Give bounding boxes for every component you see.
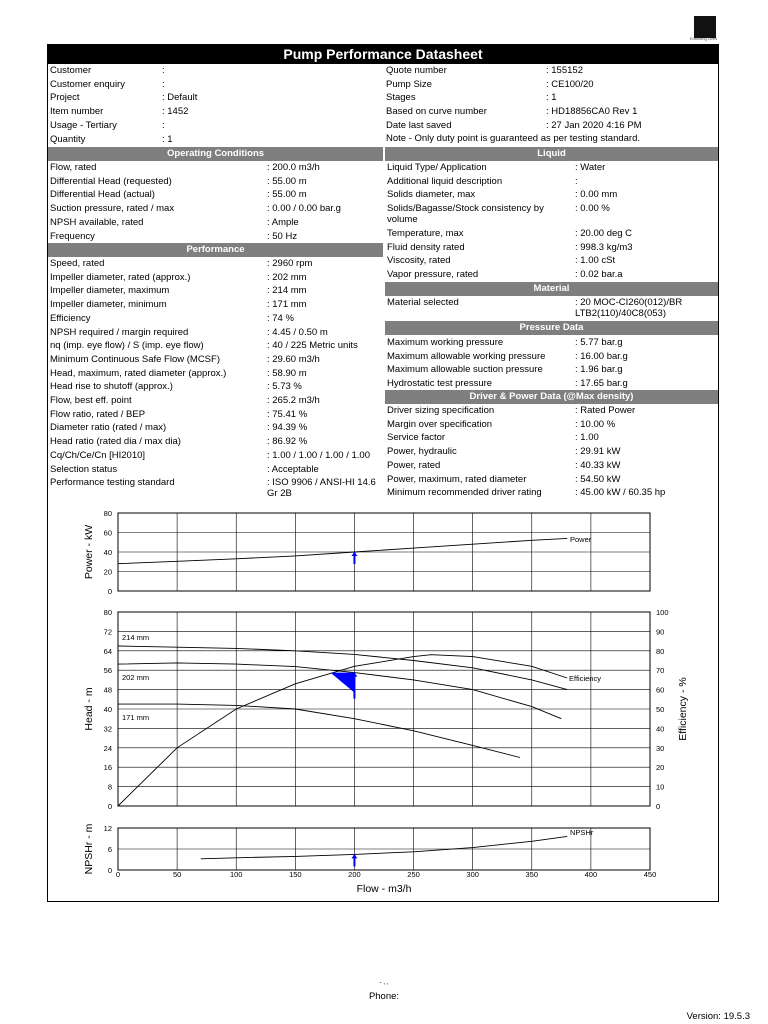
row-label: Additional liquid description — [387, 175, 503, 187]
row-label: Efficiency — [50, 312, 91, 324]
row-value: : CE100/20 — [546, 78, 594, 90]
npshr-curve-label: NPSHr — [570, 828, 594, 837]
row-label: Usage - Tertiary — [50, 119, 117, 131]
series-line — [118, 538, 567, 563]
performance-section-header: Performance — [48, 243, 383, 257]
row-value: : 0.00 / 0.00 bar.g — [267, 203, 341, 215]
row-label: Speed, rated — [50, 258, 105, 269]
row-label: Margin over specification — [387, 418, 493, 430]
row-label: Driver sizing specification — [387, 405, 495, 416]
row-value: : Acceptable — [267, 463, 319, 475]
row-value: : 40.33 kW — [575, 459, 621, 471]
logo-caption: Enriching Lives — [690, 36, 718, 41]
row-label: Temperature, max — [387, 227, 464, 239]
row-value: : 86.92 % — [267, 436, 308, 448]
row-value: : 94.39 % — [267, 422, 308, 434]
row-label: Impeller diameter, maximum — [50, 285, 170, 297]
row-value: : 54.50 kW — [575, 473, 621, 485]
row-label: Solids diameter, max — [387, 189, 476, 201]
y-right-tick-label: 100 — [656, 608, 669, 617]
driver-section-header: Driver & Power Data (@Max density) — [385, 390, 718, 404]
row-label: Liquid Type/ Application — [387, 162, 487, 173]
row-value: : Water — [575, 162, 606, 173]
footer-address: - , , — [379, 980, 389, 986]
row-label: Flow ratio, rated / BEP — [50, 408, 146, 420]
guarantee-note: Note - Only duty point is guaranteed as per testing standard. — [386, 133, 641, 144]
y-tick-label: 80 — [103, 509, 112, 518]
curve-label-171: 171 mm — [122, 713, 150, 722]
row-value: : — [575, 175, 578, 187]
row-label: Customer enquiry — [50, 78, 125, 90]
y-tick-label: 64 — [103, 646, 112, 656]
row-value: : 50 Hz — [267, 230, 298, 242]
series-line — [201, 836, 567, 858]
row-label: Date last saved — [386, 119, 452, 131]
row-label: Minimum recommended driver rating — [387, 487, 542, 499]
row-value: : 10.00 % — [575, 418, 616, 430]
row-value: : 58.90 m — [267, 367, 307, 379]
row-label: Viscosity, rated — [387, 255, 451, 267]
row-label: Impeller diameter, rated (approx.) — [50, 271, 191, 283]
row-label: Flow, rated — [50, 162, 97, 173]
row-value: : Ample — [267, 216, 299, 228]
y-tick-label: 80 — [103, 608, 112, 617]
series-line — [118, 704, 520, 757]
row-value: : HD18856CA0 Rev 1 — [546, 106, 638, 118]
y-right-tick-label: 70 — [656, 666, 665, 676]
row-label: Based on curve number — [386, 106, 487, 118]
row-label: Minimum Continuous Safe Flow (MCSF) — [50, 353, 220, 365]
row-value: : 55.00 m — [267, 189, 307, 201]
x-tick-label: 150 — [289, 870, 302, 879]
row-value: : 200.0 m3/h — [267, 162, 320, 173]
row-label: Material selected — [387, 297, 459, 308]
row-value: : 55.00 m — [267, 175, 307, 187]
row-value: : 1 — [546, 92, 557, 104]
row-value: : 0.00 % — [575, 203, 610, 215]
row-value: : 1.00 / 1.00 / 1.00 / 1.00 — [267, 449, 370, 461]
x-tick-label: 100 — [229, 870, 243, 879]
row-label: Hydrostatic test pressure — [387, 378, 493, 390]
curve-label-202: 202 mm — [122, 673, 150, 682]
operating-section-header: Operating Conditions — [48, 147, 383, 161]
y-tick-label: 20 — [103, 567, 112, 577]
power-curve-label: Power — [570, 535, 592, 544]
y-right-tick-label: 90 — [656, 627, 665, 637]
footer-phone: Phone: — [368, 991, 400, 1002]
row-value: : 20.00 deg C — [575, 227, 633, 239]
datasheet-title: Pump Performance Datasheet — [48, 45, 718, 64]
row-label: Power, rated — [387, 459, 441, 471]
version-label: Version: 19.5.3 — [686, 1011, 750, 1022]
row-value: : 27 Jan 2020 4:16 PM — [546, 119, 642, 131]
x-tick-label: 200 — [348, 870, 361, 879]
row-value: : — [162, 65, 165, 76]
pressure-section-header: Pressure Data — [385, 321, 718, 335]
row-label: Stages — [386, 92, 416, 104]
y-tick-label: 40 — [103, 548, 112, 557]
row-value: : 998.3 kg/m3 — [575, 241, 633, 253]
row-value: : 5.77 bar.g — [575, 337, 623, 348]
y-right-tick-label: 60 — [656, 685, 665, 695]
row-value: : 1.00 — [575, 432, 599, 444]
y-tick-label: 6 — [107, 845, 112, 854]
row-value: : 265.2 m3/h — [267, 395, 320, 406]
y-right-tick-label: 30 — [656, 743, 665, 753]
x-axis-label: Flow - m3/h — [356, 883, 412, 895]
y-axis-label: NPSHr - m — [83, 823, 95, 875]
row-value: : 29.91 kW — [575, 446, 621, 458]
curve-label-214: 214 mm — [122, 633, 150, 642]
row-value: : 17.65 bar.g — [575, 378, 628, 390]
row-label: Diameter ratio (rated / max) — [50, 422, 167, 434]
y-tick-label: 0 — [107, 802, 112, 811]
row-label: Maximum allowable suction pressure — [387, 364, 543, 376]
x-tick-label: 350 — [525, 870, 539, 879]
y-tick-label: 56 — [103, 666, 112, 676]
y-tick-label: 16 — [103, 763, 112, 773]
row-value: : 1.96 bar.g — [575, 364, 623, 376]
row-value: : Default — [162, 92, 198, 104]
row-label: Selection status — [50, 463, 118, 475]
row-value: : — [162, 119, 165, 131]
y-right-tick-label: 40 — [656, 724, 665, 734]
row-label: Head ratio (rated dia / max dia) — [50, 436, 181, 448]
duty-point-arrow — [351, 854, 357, 858]
y-tick-label: 40 — [103, 705, 112, 714]
row-value: : 1 — [162, 133, 173, 145]
y-tick-label: 12 — [103, 824, 112, 833]
row-value: : 29.60 m3/h — [267, 353, 320, 365]
y-tick-label: 0 — [107, 587, 112, 596]
row-label: Power, maximum, rated diameter — [387, 473, 527, 485]
row-value: : Rated Power — [575, 405, 636, 416]
row-label: Vapor pressure, rated — [387, 268, 479, 280]
row-label: Power, hydraulic — [387, 446, 457, 458]
row-value: : 0.02 bar.a — [575, 268, 623, 280]
y-axis-label: Power - kW — [83, 524, 95, 580]
row-label: Quantity — [50, 133, 86, 145]
row-label: Quote number — [386, 65, 447, 76]
row-value: : 1.00 cSt — [575, 255, 616, 267]
liquid-section-header: Liquid — [385, 147, 718, 161]
row-label: nq (imp. eye flow) / S (imp. eye flow) — [50, 340, 204, 352]
y-tick-label: 32 — [103, 724, 112, 734]
y-axis-label: Head - m — [83, 687, 95, 731]
series-line — [118, 646, 567, 690]
row-label: Service factor — [387, 432, 446, 444]
row-label: Cq/Ch/Ce/Cn [HI2010] — [50, 449, 146, 461]
row-label: Solids/Bagasse/Stock consistency by volume — [387, 203, 544, 226]
y-tick-label: 8 — [107, 782, 112, 792]
y-tick-label: 48 — [103, 685, 112, 695]
row-value: : 2960 rpm — [267, 258, 313, 269]
row-label: NPSH required / margin required — [50, 326, 189, 338]
y-right-tick-label: 0 — [656, 802, 661, 811]
row-value: : 75.41 % — [267, 408, 308, 420]
row-value: : 0.00 mm — [575, 189, 618, 201]
y-right-tick-label: 50 — [656, 705, 665, 714]
row-label: NPSH available, rated — [50, 216, 144, 228]
row-value: : 40 / 225 Metric units — [267, 340, 358, 352]
y-tick-label: 24 — [103, 743, 112, 753]
x-tick-label: 0 — [115, 870, 121, 879]
efficiency-curve-label: Efficiency — [569, 674, 601, 683]
row-value: : 4.45 / 0.50 m — [267, 326, 328, 338]
row-value: : 171 mm — [267, 299, 307, 311]
row-label: Frequency — [50, 230, 95, 242]
row-value: : 74 % — [267, 312, 294, 324]
row-label: Impeller diameter, minimum — [50, 299, 167, 311]
row-label: Project — [50, 92, 80, 104]
row-value: : 1452 — [162, 106, 189, 118]
row-label: Differential Head (requested) — [50, 175, 172, 187]
row-label: Maximum allowable working pressure — [387, 350, 546, 362]
row-label: Head rise to shutoff (approx.) — [50, 381, 173, 393]
row-label: Maximum working pressure — [387, 337, 504, 348]
row-label: Item number — [50, 106, 104, 118]
y-tick-label: 72 — [103, 627, 112, 637]
row-label: Fluid density rated — [387, 241, 465, 253]
duty-point-arrow — [351, 552, 357, 556]
row-value: : 45.00 kW / 60.35 hp — [575, 487, 666, 499]
x-tick-label: 250 — [407, 870, 420, 879]
row-value: : 5.73 % — [267, 381, 302, 393]
material-section-header: Material — [385, 282, 718, 296]
y-tick-label: 0 — [107, 866, 112, 875]
y-right-tick-label: 10 — [656, 782, 665, 792]
row-value: : 155152 — [546, 65, 583, 76]
row-value: : — [162, 78, 165, 90]
row-label: Flow, best eff. point — [50, 395, 132, 406]
y-right-axis-label: Efficiency - % — [677, 677, 689, 741]
row-label: Suction pressure, rated / max — [50, 203, 175, 215]
x-tick-label: 300 — [466, 870, 479, 879]
y-tick-label: 60 — [103, 528, 112, 538]
row-label: Customer — [50, 65, 92, 76]
x-tick-label: 450 — [643, 870, 657, 879]
row-value: : 214 mm — [267, 285, 307, 297]
row-value: : 202 mm — [267, 271, 307, 283]
x-tick-label: 50 — [172, 870, 182, 879]
row-label: Head, maximum, rated diameter (approx.) — [50, 367, 227, 379]
row-value: : 16.00 bar.g — [575, 350, 628, 362]
y-right-tick-label: 80 — [656, 646, 665, 656]
y-right-tick-label: 20 — [656, 763, 665, 773]
row-value: : 20 MOC-CI260(012)/BR LTB2(110)/40C8(053) — [575, 297, 683, 319]
x-tick-label: 400 — [584, 870, 598, 879]
row-label: Performance testing standard — [50, 477, 175, 489]
series-line — [118, 663, 561, 719]
row-value: : ISO 9906 / ANSI-HI 14.6 Gr 2B — [267, 477, 376, 500]
row-label: Differential Head (actual) — [50, 189, 155, 201]
row-label: Pump Size — [386, 78, 432, 90]
